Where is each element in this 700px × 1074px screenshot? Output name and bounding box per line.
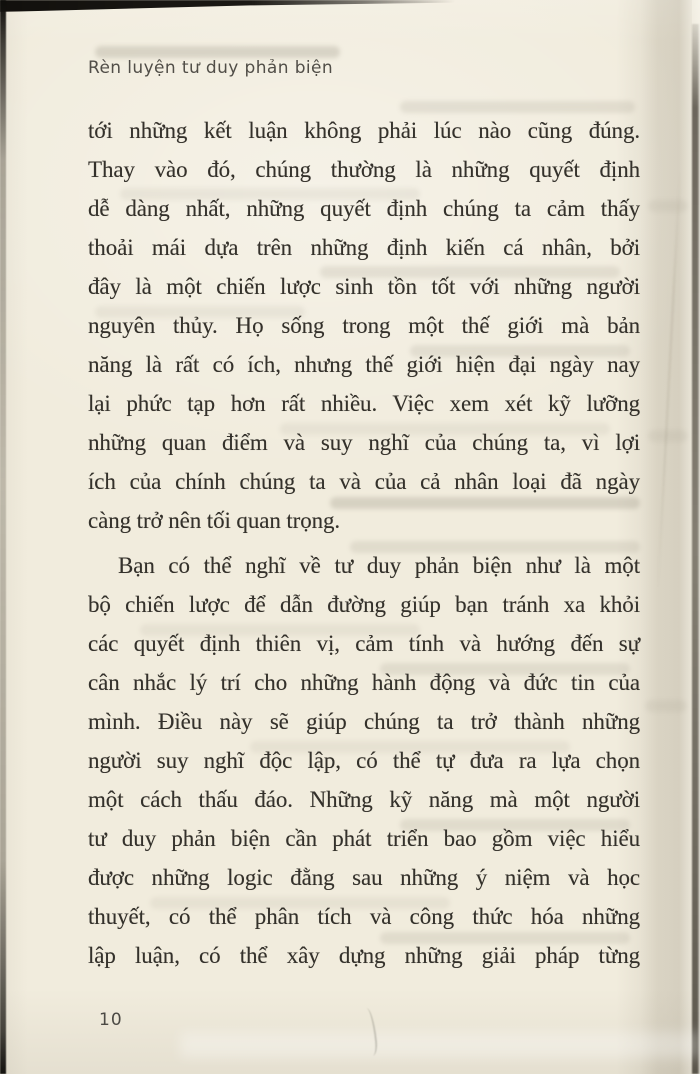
text-line: năng là rất có ích, nhưng thế giới hiện đại ngày nay — [88, 352, 640, 377]
page-fold-shadow — [640, 0, 692, 1074]
paragraph-2 — [88, 546, 640, 975]
text-line: thoải mái dựa trên những định kiến cá nhân, bởi — [88, 235, 640, 260]
bleedthrough-smudge — [648, 200, 688, 212]
text-line: tới những kết luận không phải lúc nào cũng đúng. — [88, 118, 640, 143]
text-line: tư duy phản biện cần phát triển bao gồm việc hiểu — [88, 826, 640, 851]
scan-edge-left — [0, 0, 6, 1074]
paragraph-1 — [88, 111, 640, 540]
text-line: bộ chiến lược để dẫn đường giúp bạn tránh xa khỏi — [88, 592, 640, 617]
scan-light-band — [180, 1032, 700, 1058]
bleedthrough-smudge — [95, 46, 340, 58]
scan-edge-right — [692, 24, 700, 1074]
page-number: 10 — [99, 1010, 123, 1030]
text-line: càng trở nên tối quan trọng. — [88, 508, 341, 533]
running-header: Rèn luyện tư duy phản biện — [88, 58, 334, 78]
text-line: người suy nghĩ độc lập, có thể tự đưa ra lựa chọn — [88, 748, 640, 773]
page-crease — [657, 170, 681, 590]
bleedthrough-smudge — [645, 700, 687, 712]
text-line: mình. Điều này sẽ giúp chúng ta trở thành những — [88, 709, 640, 734]
text-line: ích của chính chúng ta và của cả nhân loại đã ngày — [88, 469, 640, 494]
scan-edge-top — [0, 0, 455, 12]
text-line: đây là một chiến lược sinh tồn tốt với những người — [88, 274, 640, 299]
text-line: được những logic đằng sau những ý niệm và học — [88, 865, 640, 890]
text-line: dễ dàng nhất, những quyết định chúng ta cảm thấy — [88, 196, 640, 221]
text-line: các quyết định thiên vị, cảm tính và hướng đến sự — [88, 631, 640, 656]
text-line: một cách thấu đáo. Những kỹ năng mà một người — [88, 787, 640, 812]
text-line: Bạn có thể nghĩ về tư duy phản biện như là một — [118, 553, 640, 578]
text-line: cân nhắc lý trí cho những hành động và đức tin của — [88, 670, 640, 695]
text-line: lập luận, có thể xây dựng những giải pháp từng — [88, 943, 640, 968]
bleedthrough-smudge — [648, 430, 688, 442]
text-line: lại phức tạp hơn rất nhiều. Việc xem xét kỹ lưỡng — [88, 391, 640, 416]
text-line: những quan điểm và suy nghĩ của chúng ta, vì lợi — [88, 430, 640, 455]
body-text — [88, 111, 640, 975]
text-line: Thay vào đó, chúng thường là những quyết định — [88, 157, 640, 182]
text-line: thuyết, có thể phân tích và công thức hóa những — [88, 904, 640, 929]
text-line: nguyên thủy. Họ sống trong một thế giới mà bản — [88, 313, 640, 338]
